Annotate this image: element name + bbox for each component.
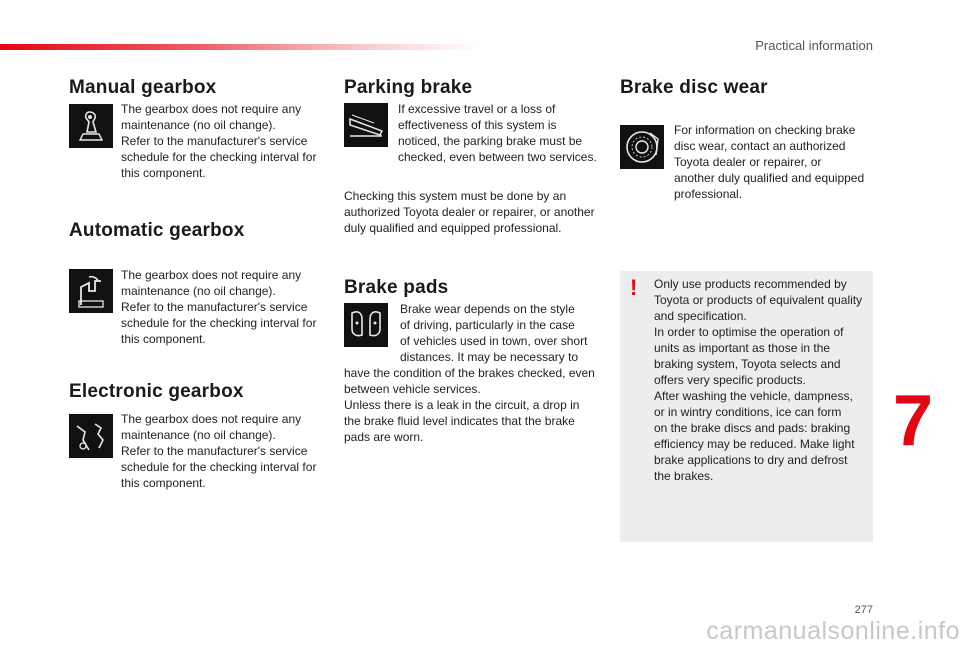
section-title: Practical information — [755, 38, 873, 53]
parking-brake-note: Checking this system must be done by an authorized Toyota dealer or repairer, or another duly qualified and equipped professional. — [344, 189, 595, 235]
watermark: carmanualsonline.info — [706, 617, 960, 645]
chapter-number: 7 — [893, 381, 934, 461]
brake-pads-text: Brake wear depends on the style of driving, particularly in the case of vehicles used in town, over short distances. It may be necessary to have the condition of the brakes checked, even between vehicle services. Unless there is a leak in the circuit, a drop in the brake fluid level indicates that the brake pads are worn. — [344, 302, 595, 444]
warning-icon: ! — [630, 275, 638, 300]
automatic-gear-selector-icon — [69, 269, 113, 313]
electronic-gearbox-heading: Electronic gearbox — [69, 381, 244, 402]
manual-gear-lever-icon — [69, 104, 113, 148]
brake-pads-icon — [344, 303, 388, 347]
manual-gearbox-text: The gearbox does not require any maintenance (no oil change). Refer to the manufacturer's service schedule for the checking interval for this component. — [121, 102, 317, 180]
brake-disc-wear-heading: Brake disc wear — [620, 77, 768, 98]
brake-disc-icon — [620, 125, 664, 169]
page-number: 277 — [854, 604, 873, 616]
brake-disc-wear-text: For information on checking brake disc wear, contact an authorized Toyota dealer or repairer, or another duly qualified and equipped professional. — [674, 123, 865, 201]
electronic-gearbox-text: The gearbox does not require any maintenance (no oil change). Refer to the manufacturer's service schedule for the checking interval for this component. — [121, 412, 317, 490]
electronic-gear-selector-icon — [69, 414, 113, 458]
manual-gearbox-heading: Manual gearbox — [69, 77, 217, 98]
parking-brake-lever-icon — [344, 103, 388, 147]
header-accent-bar — [0, 44, 480, 50]
parking-brake-text: If excessive travel or a loss of effectiveness of this system is noticed, the parking brake must be checked, even between two services. — [398, 102, 597, 164]
automatic-gearbox-text: The gearbox does not require any maintenance (no oil change). Refer to the manufacturer's service schedule for the checking interval for this component. — [121, 268, 317, 346]
brake-pads-heading: Brake pads — [344, 277, 449, 298]
automatic-gearbox-heading: Automatic gearbox — [69, 220, 245, 241]
parking-brake-heading: Parking brake — [344, 77, 473, 98]
warning-text: Only use products recommended by Toyota or products of equivalent quality and specification. In order to optimise the operation of units as important as those in the braking system, Toyota selects and offers very specific products. After washing the vehicle, dampness, or in wintry conditions, ice can form on the brake discs and pads: braking efficiency may be reduced. Make light brake applications to dry and defrost the brakes. — [654, 277, 863, 483]
